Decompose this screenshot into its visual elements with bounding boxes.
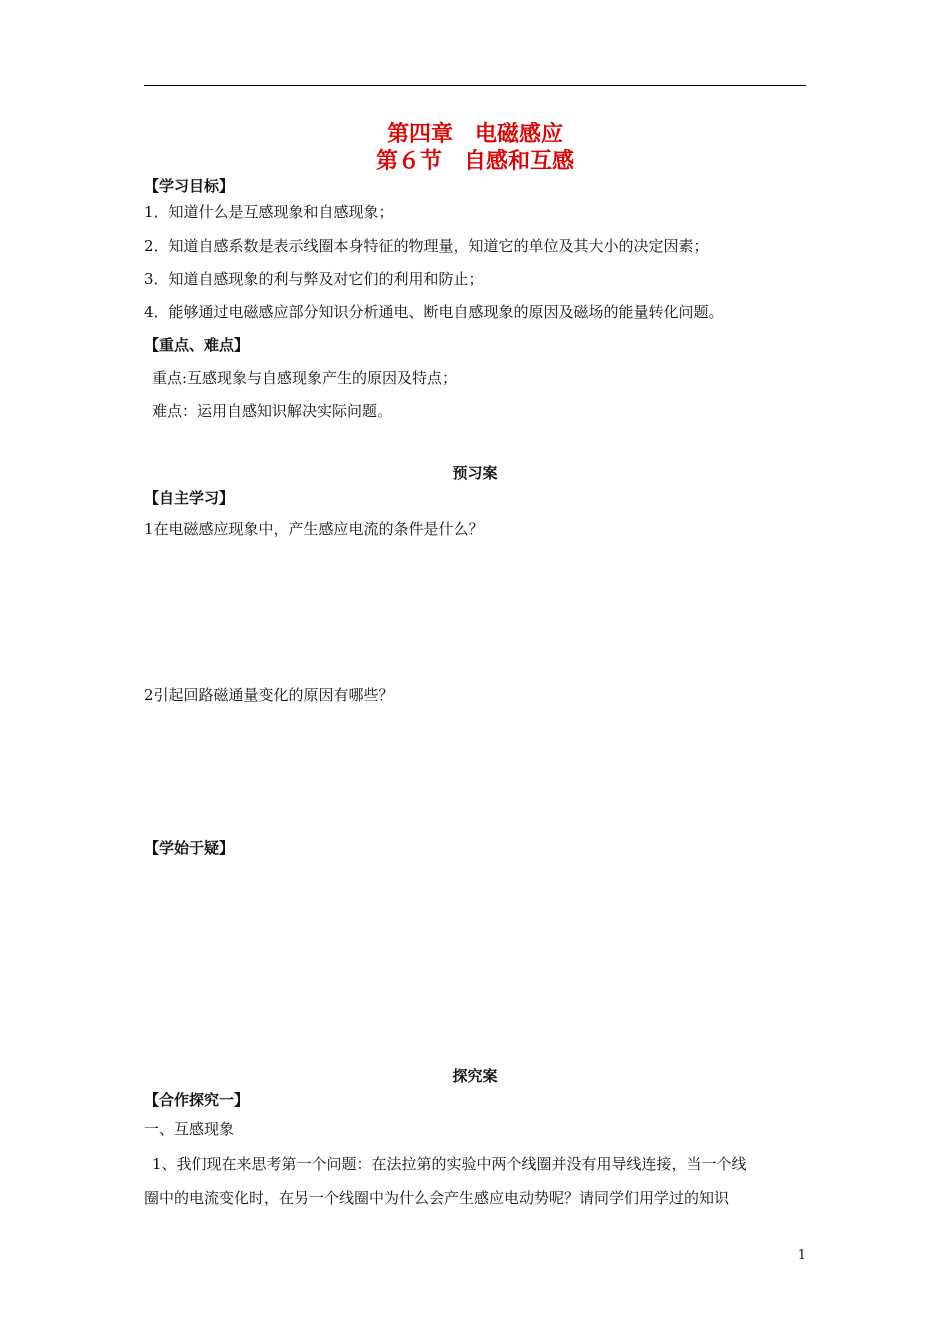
header-rule	[144, 85, 806, 86]
section-title: 第６节 自感和互感	[375, 149, 574, 174]
objectives-heading: 【学习目标】	[144, 177, 235, 195]
doubt-heading: 【学始于疑】	[144, 839, 235, 857]
inquiry-title: 探究案	[452, 1067, 498, 1085]
difficult-point-text: 难点：运用自感知识解决实际问题。	[152, 402, 393, 420]
key-points-heading: 【重点、难点】	[144, 336, 250, 354]
objective-item-3: 3．知道自感现象的利与弊及对它们的利用和防止；	[144, 270, 484, 288]
preview-title: 预习案	[452, 464, 498, 482]
self-study-heading: 【自主学习】	[144, 489, 235, 507]
inquiry-paragraph-line-2: 圈中的电流变化时，在另一个线圈中为什么会产生感应电动势呢？请同学们用学过的知识	[144, 1189, 730, 1207]
objective-item-2: 2．知道自感系数是表示线圈本身特征的物理量，知道它的单位及其大小的决定因素；	[144, 237, 709, 255]
inquiry-paragraph-line-1: 1、我们现在来思考第一个问题：在法拉第的实验中两个线圈并没有用导线连接，当一个线	[152, 1155, 747, 1173]
question-1: 1在电磁感应现象中，产生感应电流的条件是什么？	[144, 520, 484, 538]
objective-item-4: 4．能够通过电磁感应部分知识分析通电、断电自感现象的原因及磁场的能量转化问题。	[144, 303, 724, 321]
key-point-text: 重点:互感现象与自感现象产生的原因及特点；	[152, 369, 458, 387]
chapter-title: 第四章 电磁感应	[386, 122, 563, 147]
mutual-induction-subheading: 一、互感现象	[144, 1120, 235, 1138]
question-2: 2引起回路磁通量变化的原因有哪些？	[144, 686, 394, 704]
page-number: 1	[797, 1248, 806, 1263]
objective-item-1: 1．知道什么是互感现象和自感现象；	[144, 203, 394, 221]
cooperative-inquiry-heading: 【合作探究一】	[144, 1091, 250, 1109]
